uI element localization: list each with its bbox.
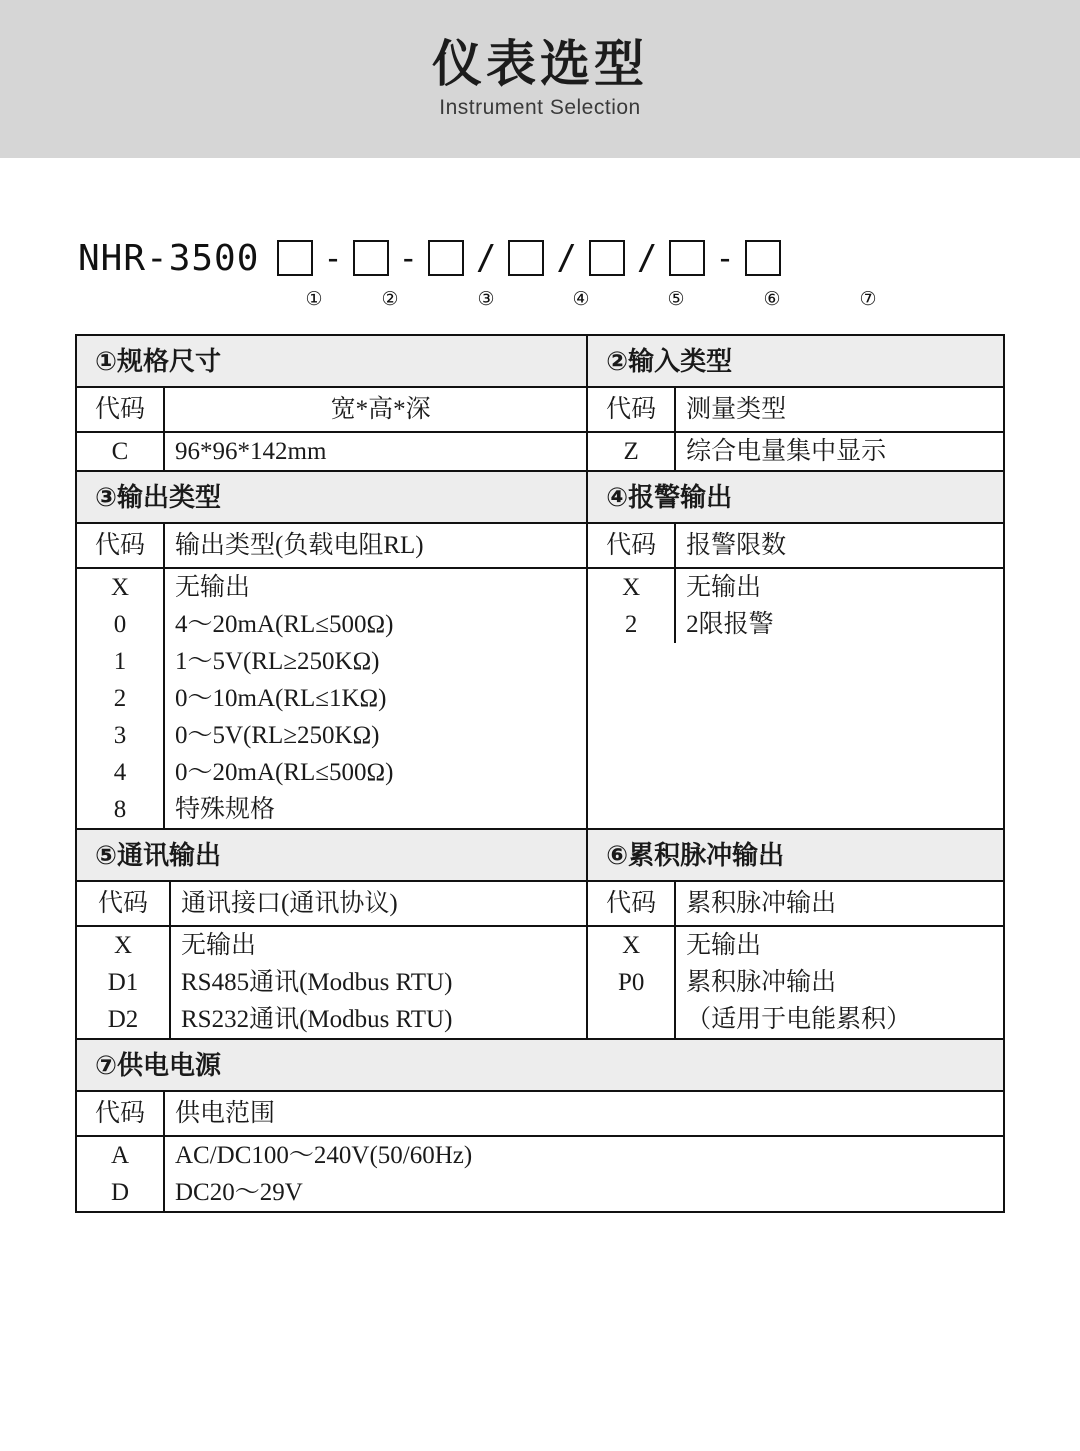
cell-code: 4 (77, 754, 164, 791)
cell-code: 1 (77, 643, 164, 680)
section-communication-output (77, 830, 588, 1038)
section-row-2 (77, 472, 1003, 830)
cell-desc: 0～5V(RL≥250KΩ) (175, 722, 380, 749)
cell-code: D1 (77, 964, 170, 1001)
header-desc: 供电范围 (175, 1100, 276, 1127)
header-desc: 宽*高*深 (330, 396, 431, 423)
cell-code: D (77, 1174, 164, 1211)
cell-desc: （适用于电能累积） (686, 1006, 912, 1033)
table-row (77, 791, 586, 828)
model-separator-1: - (323, 239, 343, 277)
table-row (77, 754, 586, 791)
cell-desc: 无输出 (175, 574, 251, 601)
table-row (77, 606, 586, 643)
model-mark-2: ② (381, 288, 399, 310)
model-mark-7: ⑦ (859, 288, 877, 310)
cell-desc: 1～5V(RL≥250KΩ) (175, 648, 380, 675)
header-code: 代码 (588, 388, 675, 432)
header-code: 代码 (77, 882, 170, 926)
section-output-type (77, 472, 588, 828)
cell-desc: 0～10mA(RL≤1KΩ) (175, 685, 387, 712)
table-header-row (77, 524, 586, 568)
header-desc: 输出类型(负载电阻RL) (175, 532, 424, 559)
cell-desc: 2限报警 (686, 611, 774, 638)
table-row (588, 926, 1003, 964)
model-separator-5: / (636, 238, 658, 278)
table-header-row (77, 882, 586, 926)
cell-code: P0 (588, 964, 675, 1001)
section-pulse-output (588, 830, 1003, 1038)
selection-table (75, 334, 1005, 1213)
model-slot-5 (589, 240, 625, 276)
cell-code: 2 (588, 606, 675, 643)
model-slot-2 (353, 240, 389, 276)
model-slot-7 (745, 240, 781, 276)
cell-code: X (588, 926, 675, 964)
table-row (77, 1136, 1003, 1174)
cell-code: 2 (77, 680, 164, 717)
cell-desc: RS485通讯(Modbus RTU) (181, 969, 453, 996)
table-output-type (77, 524, 586, 828)
table-communication-output (77, 882, 586, 1038)
cell-code: C (77, 432, 164, 470)
model-slot-1 (277, 240, 313, 276)
section-row-1 (77, 336, 1003, 472)
section-title-6: ⑥累积脉冲输出 (588, 830, 1003, 882)
table-row (77, 1001, 586, 1038)
table-pulse-output (588, 882, 1003, 1038)
table-row (588, 432, 1003, 470)
model-marks-row (78, 288, 1080, 310)
cell-desc: 无输出 (686, 574, 762, 601)
page-banner (0, 0, 1080, 158)
table-input-type (588, 388, 1003, 470)
header-code: 代码 (588, 882, 675, 926)
section-title-7: ⑦供电电源 (77, 1040, 1003, 1092)
model-mark-5: ⑤ (667, 288, 685, 310)
cell-desc: RS232通讯(Modbus RTU) (181, 1006, 453, 1033)
section-title-3: ③输出类型 (77, 472, 586, 524)
section-row-3 (77, 830, 1003, 1040)
section-title-4: ④报警输出 (588, 472, 1003, 524)
cell-code: Z (588, 432, 675, 470)
model-separator-3: / (475, 238, 497, 278)
table-row (77, 717, 586, 754)
header-code: 代码 (77, 388, 164, 432)
table-row (77, 680, 586, 717)
section-title-2: ②输入类型 (588, 336, 1003, 388)
table-row (588, 964, 1003, 1001)
header-desc: 报警限数 (686, 532, 787, 559)
table-row (77, 568, 586, 606)
cell-desc: 0～20mA(RL≤500Ω) (175, 759, 394, 786)
cell-desc: 特殊规格 (175, 796, 276, 823)
model-slot-6 (669, 240, 705, 276)
cell-desc: 综合电量集中显示 (686, 438, 887, 465)
section-alarm-output (588, 472, 1003, 828)
cell-code: X (588, 568, 675, 606)
model-code-row (78, 230, 1080, 286)
cell-desc: 无输出 (686, 932, 762, 959)
cell-code: 3 (77, 717, 164, 754)
table-row (77, 964, 586, 1001)
table-spec-size (77, 388, 586, 470)
cell-desc: AC/DC100～240V(50/60Hz) (175, 1142, 473, 1169)
section-title-5: ⑤通讯输出 (77, 830, 586, 882)
model-name: NHR-3500 (78, 237, 260, 279)
model-mark-6: ⑥ (763, 288, 781, 310)
section-input-type (588, 336, 1003, 470)
table-header-row (588, 524, 1003, 568)
section-spec-size (77, 336, 588, 470)
section-title-1: ①规格尺寸 (77, 336, 586, 388)
table-header-row (588, 882, 1003, 926)
table-row (77, 926, 586, 964)
table-header-row (588, 388, 1003, 432)
header-code: 代码 (588, 524, 675, 568)
cell-code: 0 (77, 606, 164, 643)
table-row (588, 606, 1003, 643)
model-code-area (0, 230, 1080, 326)
cell-code: D2 (77, 1001, 170, 1038)
cell-desc: DC20～29V (175, 1179, 303, 1206)
header-desc: 累积脉冲输出 (686, 890, 837, 917)
table-row (77, 1174, 1003, 1211)
cell-code: 8 (77, 791, 164, 828)
model-separator-2: - (398, 239, 418, 277)
header-desc: 通讯接口(通讯协议) (181, 890, 398, 917)
model-mark-4: ④ (572, 288, 590, 310)
table-row (77, 432, 586, 470)
section-power-supply (77, 1040, 1003, 1211)
cell-code: A (77, 1136, 164, 1174)
header-desc: 测量类型 (686, 396, 787, 423)
header-code: 代码 (77, 1092, 164, 1136)
page-title: 仪表选型 (432, 34, 648, 93)
table-row (588, 568, 1003, 606)
page-subtitle: Instrument Selection (439, 96, 641, 120)
table-power-supply (77, 1092, 1003, 1211)
cell-desc: 4～20mA(RL≤500Ω) (175, 611, 394, 638)
cell-desc: 无输出 (181, 932, 257, 959)
cell-code (588, 1001, 675, 1038)
table-header-row (77, 388, 586, 432)
model-mark-3: ③ (477, 288, 495, 310)
table-alarm-output (588, 524, 1003, 643)
model-separator-4: / (556, 238, 577, 278)
model-slot-4 (508, 240, 544, 276)
model-slot-3 (428, 240, 464, 276)
cell-code: X (77, 926, 170, 964)
table-header-row (77, 1092, 1003, 1136)
cell-code: X (77, 568, 164, 606)
cell-desc: 累积脉冲输出 (686, 969, 837, 996)
header-code: 代码 (77, 524, 164, 568)
table-row (588, 1001, 1003, 1038)
table-row (77, 643, 586, 680)
cell-desc: 96*96*142mm (175, 438, 327, 465)
model-mark-1: ① (305, 288, 323, 310)
model-separator-6: - (715, 239, 735, 277)
